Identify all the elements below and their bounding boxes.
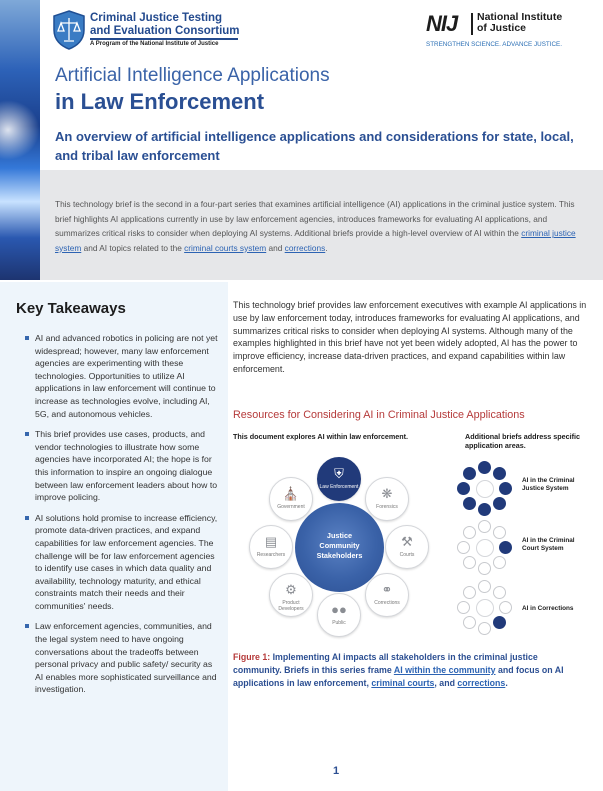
node-public[interactable] [317, 593, 361, 637]
node-label: Corrections [374, 600, 400, 606]
hub-label-line: Justice [326, 531, 353, 540]
intro-text-part: This technology brief is the second in a four-part series that examines artificial intelligence (AI) applications in the criminal justice system. This brief highlights AI applications currently in use by law enforcement agencies, introduces frameworks for evaluating AI applications, and summarizes critical risks to consider when deploying AI systems. Additional briefs provide a high-level overview of AI within the [55, 199, 575, 239]
main-paragraph: This technology brief provides law enforcement executives with example AI applications in use by law enforcement today, introduces frameworks for evaluating AI applications, and summarizes critical risks to consider when deploying AI systems. Although many of the examples highlighted in this brief have not yet been widely adopted, AI has the power to improve efficiency, increase data-driven practices, and expand capabilities within law enforcement. [233, 300, 587, 374]
cjtec-name [90, 12, 260, 37]
mini-wheel-hub [476, 599, 494, 617]
node-government[interactable] [269, 477, 313, 521]
mini-node [457, 541, 470, 554]
nij-logo[interactable] [426, 10, 586, 50]
mini-node [493, 556, 506, 569]
mini-node [493, 586, 506, 599]
bar-chart-icon: ▤ [264, 534, 278, 549]
diagram-caption-right: Additional briefs address specific application areas. [465, 432, 581, 450]
node-label: Researchers [256, 552, 286, 558]
nij-mark: NIJ [426, 11, 458, 36]
figure-label: Figure 1: [233, 652, 271, 662]
node-label: Law Enforcement [319, 484, 359, 490]
key-takeaways-panel [0, 282, 228, 791]
list-item: AI and advanced robotics in policing are not yet widespread; however, many law enforcement agencies are experimenting with these technologies. Opportunities to utilize AI applications in law enforcement will continue to increase as technologies evolve, including AI, 5G, and autonomous vehicles. [25, 332, 221, 420]
node-law-enforcement[interactable] [317, 457, 361, 501]
gears-icon: ⚙ [285, 582, 297, 597]
intro-text [55, 197, 580, 255]
figure-caption-part: Implementing AI impacts all stakeholders in the criminal justice community. Briefs in this series frame [233, 652, 538, 675]
mini-node [493, 497, 506, 510]
mini-node [478, 580, 491, 593]
node-forensics[interactable] [365, 477, 409, 521]
node-researchers[interactable] [249, 525, 293, 569]
government-building-icon: ⛪ [282, 486, 300, 501]
intro-box [40, 170, 603, 280]
diagram-caption-left: This document explores AI within law enforcement. [233, 432, 409, 441]
brief-label-court-system[interactable]: AI in the Criminal Court System [522, 537, 575, 553]
page-title-line2: in Law Enforcement [55, 89, 265, 114]
mini-node [463, 556, 476, 569]
node-label: Public [332, 620, 346, 626]
cjtec-name-line2: and Evaluation Consortium [90, 24, 240, 37]
mini-node [478, 562, 491, 575]
nij-tagline: STRENGTHEN SCIENCE. ADVANCE JUSTICE. [426, 41, 562, 48]
mini-wheel-hub [476, 539, 494, 557]
page-title-line1: Artificial Intelligence Applications [55, 65, 330, 86]
mini-node [493, 467, 506, 480]
node-label: Forensics [376, 504, 398, 510]
mini-wheel-court-system[interactable] [457, 520, 513, 576]
mini-node [499, 541, 512, 554]
hub-label-line: Stakeholders [316, 551, 363, 560]
page-subtitle: An overview of artificial intelligence applications and considerations for state, local, and tribal law enforcement [55, 129, 574, 163]
badge-icon: ⛨ [334, 466, 344, 481]
cjtec-subtitle: A Program of the National Institute of Justice [90, 41, 219, 47]
stakeholder-wheel [247, 455, 432, 640]
cjtec-logo[interactable] [52, 10, 252, 52]
mini-node [463, 497, 476, 510]
nij-name-line2: of Justice [477, 22, 527, 34]
mini-wheel-justice-system[interactable] [457, 461, 513, 517]
page-number: 1 [333, 765, 340, 777]
figure-caption-part: . [505, 678, 508, 688]
hub-label-line: Community [319, 541, 360, 550]
mini-node [478, 520, 491, 533]
shield-scales-icon [52, 10, 86, 50]
nij-name [477, 12, 562, 34]
mini-node [499, 482, 512, 495]
gavel-icon: ⚒ [401, 534, 413, 549]
cjtec-name-line1: Criminal Justice Testing [90, 12, 223, 24]
intro-text-part: . [325, 242, 328, 253]
fingerprint-icon: ❋ [381, 486, 393, 501]
mini-node [478, 503, 491, 516]
list-item: This brief provides use cases, products, and vendor technologies to illustrate how some agencies have incorporated AI; the hope is for this information to inspire an ongoing dialogue between law enforcement leaders about how to improve policing. [25, 428, 221, 504]
header-photo [0, 0, 40, 280]
handcuffs-icon: ⚭ [381, 582, 393, 597]
link-corrections[interactable]: corrections [284, 242, 326, 253]
mini-wheel-corrections[interactable] [457, 580, 513, 636]
figure-caption-part: , and [434, 678, 458, 688]
brief-label-justice-system[interactable]: AI in the Criminal Justice System [522, 477, 575, 493]
link-criminal-courts-system[interactable]: criminal courts system [184, 242, 267, 253]
mini-wheel-hub [476, 480, 494, 498]
node-label: Product Developers [278, 600, 304, 612]
mini-node [493, 526, 506, 539]
node-label: Government [277, 504, 305, 510]
list-item: AI solutions hold promise to increase efficiency, promote data-driven practices, and expand capabilities for law enforcement agencies. The challenge will be for law enforcement agencies to identify use cases in which data quality and availability, technology maturity, and ethical constraints match their needs and their communities' needs. [25, 512, 221, 613]
key-takeaways-list [25, 332, 221, 704]
node-courts[interactable] [385, 525, 429, 569]
intro-text-part: and AI topics related to the [81, 242, 185, 253]
link-criminal-courts[interactable]: criminal courts [371, 678, 435, 688]
intro-text-part: and [266, 242, 285, 253]
key-takeaways-title: Key Takeaways [16, 300, 126, 317]
mini-node [463, 467, 476, 480]
figure-caption [233, 651, 588, 690]
link-corrections-figure[interactable]: corrections [457, 678, 506, 688]
mini-node [493, 616, 506, 629]
nij-name-line1: National Institute [477, 11, 563, 23]
node-label: Courts [399, 552, 415, 558]
cjtec-rule [90, 38, 238, 40]
mini-node [478, 622, 491, 635]
resources-heading: Resources for Considering AI in Criminal Justice Applications [233, 409, 525, 421]
mini-node [478, 461, 491, 474]
mini-node [463, 616, 476, 629]
node-corrections[interactable] [365, 573, 409, 617]
people-icon: ●● [331, 602, 347, 617]
mini-node [463, 586, 476, 599]
hub-label [295, 531, 384, 561]
link-ai-within-community[interactable]: AI within the community [393, 665, 496, 675]
mini-node [457, 601, 470, 614]
figure-caption-part: and focus on AI applications in law enforcement, [233, 665, 564, 688]
brief-label-corrections[interactable]: AI in Corrections [522, 605, 574, 612]
link-criminal-justice-system[interactable]: criminal justice system [55, 228, 576, 253]
mini-node [457, 482, 470, 495]
mini-node [499, 601, 512, 614]
node-product-developers[interactable] [269, 573, 313, 617]
nij-divider [471, 13, 473, 35]
list-item: Law enforcement agencies, communities, and the legal system need to have ongoing conversations about the tradeoffs between personal privacy and public safety/ security as AI enables more sophisticated surveillance and investigation. [25, 620, 221, 696]
mini-node [463, 526, 476, 539]
